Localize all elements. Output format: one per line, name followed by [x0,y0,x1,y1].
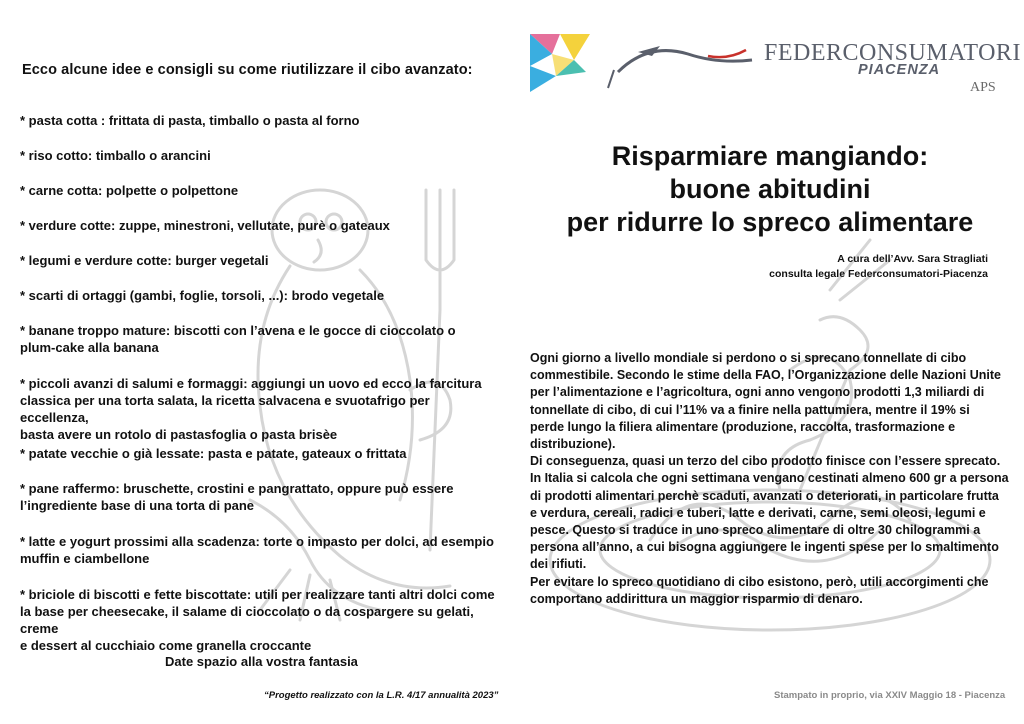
headline-line: Risparmiare mangiando: [611,141,929,171]
headline-line: per ridurre lo spreco alimentare [566,207,974,237]
tip-latte: * latte e yogurt prossimi alla scadenza: torte o impasto per dolci, ad esempio muffin e ciambellone [20,534,494,566]
tip-riso: * riso cotto: timballo o arancini [20,148,211,163]
tip-pasta: * pasta cotta : frittata di pasta, timballo o pasta al forno [20,113,360,128]
tip-salumi: * piccoli avanzi di salumi e formaggi: aggiungi un uovo ed ecco la farcitura classica per una torta salata, la ricetta salvacena e svuotafrigo per eccellenza, basta avere un rotolo di pastasfoglia o pasta brisèe [20,376,482,442]
body-paragraph: Ogni giorno a livello mondiale si perdono o si sprecano tonnellate di cibo commestibile. Secondo le stime della FAO, l’Organizzazione delle Nazioni Unite per l’alimentazione e l’agricoltura, ogni anno vengono prodotti 1,3 miliardi di tonnellate di cibo, di cui l’11% va a finire nella pattumiera, mentre il 19% si perde lungo la filiera alimentare (produzione, raccolta, trasformazione e distribuzione). [530,351,1001,452]
tip-scarti: * scarti di ortaggi (gambi, foglie, torsoli, ...): brodo vegetale [20,288,385,303]
closing-line: Date spazio alla vostra fantasia [165,654,358,669]
brand-name: FEDERCONSUMATORI [764,40,1021,66]
ideas-title: Ecco alcune idee e consigli su come riutilizzare il cibo avanzato: [22,62,473,78]
federconsumatori-logo-icon [528,32,768,94]
tip-patate: * patate vecchie o già lessate: pasta e patate, gateaux o frittata [20,446,407,461]
tip-pane: * pane raffermo: bruschette, crostini e pangrattato, oppure può essere l’ingrediente base di una torta di pane [20,481,454,513]
author-credit: A cura dell’Avv. Sara Stragliati consulta legale Federconsumatori-Piacenza [769,253,988,280]
tip-legumi: * legumi e verdure cotte: burger vegetali [20,253,269,268]
headline [520,140,1020,239]
tip-carne: * carne cotta: polpette o polpettone [20,183,239,198]
body-paragraph: Per evitare lo spreco quotidiano di cibo esistono, però, utili accorgimenti che comportano addirittura un maggior risparmio di denaro. [530,574,989,606]
article-body [530,350,1010,608]
body-paragraph: Di conseguenza, quasi un terzo del cibo prodotto finisce con l’essere sprecato. [530,454,1001,469]
brand-city: PIACENZA [858,62,941,78]
tip-banane: * banane troppo mature: biscotti con l’avena e le gocce di cioccolato o plum-cake alla banana [20,323,456,355]
headline-line: buone abitudini [669,174,871,204]
tip-briciole: * briciole di biscotti e fette biscottate: utili per realizzare tanti altri dolci come la base per cheesecake, il salame di cioccolato o da cospargere su gelati, creme e dessert al cucchiaio come granella croccante [20,587,495,653]
print-footer: Stampato in proprio, via XXIV Maggio 18 - Piacenza [774,690,1006,701]
tip-verdure: * verdure cotte: zuppe, minestroni, vellutate, purè o gateaux [20,218,390,233]
body-paragraph: In Italia si calcola che ogni settimana vengano cestinati almeno 600 gr a persona di prodotti alimentari perchè scaduti, avanzati o deteriorati, in particolare frutta e verdura, cereali, radici e tuberi, latte e derivati, carne, semi oleosi, legumi e pesce. Questo si traduce in uno spreco alimentare di oltre 30 chilogrammi a persona all’anno, a cui bisogna aggiungere le ingenti spese per lo smaltimento dei rifiuti. [530,471,1009,572]
brand-suffix: APS [970,80,996,95]
project-footer: “Progetto realizzato con la L.R. 4/17 annualità 2023” [264,690,499,701]
